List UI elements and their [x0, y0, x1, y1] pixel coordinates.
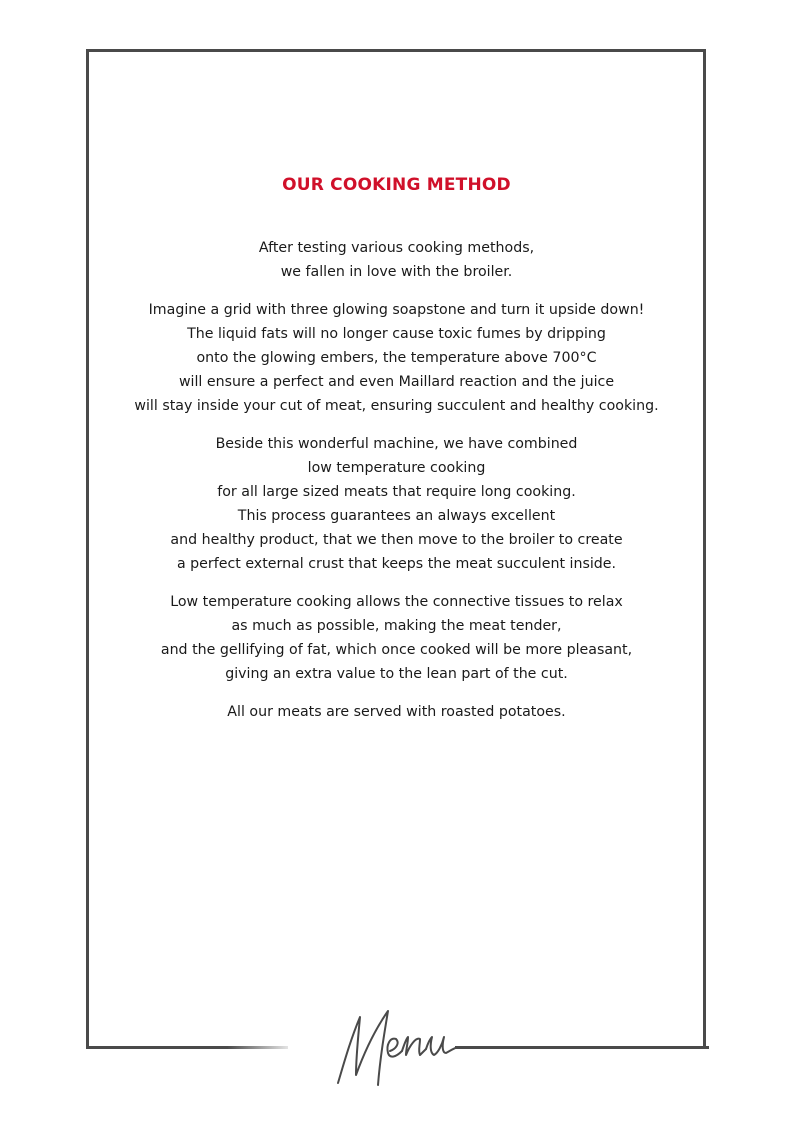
text-line: we fallen in love with the broiler. — [280, 264, 513, 280]
text-line: After testing various cooking methods, — [258, 240, 535, 256]
text-line: This process guarantees an always excellent — [237, 508, 556, 524]
paragraph-low-temperature — [100, 432, 693, 576]
paragraph-broiler — [100, 298, 693, 418]
text-line: The liquid fats will no longer cause toxic fumes by dripping — [187, 326, 606, 342]
text-line: Imagine a grid with three glowing soapstone and turn it upside down! — [148, 302, 645, 318]
paragraph-intro — [100, 236, 693, 284]
text-line: Low temperature cooking allows the connective tissues to relax — [170, 594, 623, 610]
paragraph-connective-tissue — [100, 590, 693, 686]
text-line: a perfect external crust that keeps the meat succulent inside. — [176, 556, 617, 572]
text-line: Beside this wonderful machine, we have combined — [215, 436, 578, 452]
text-line: All our meats are served with roasted potatoes. — [227, 704, 566, 720]
text-line: and healthy product, that we then move to the broiler to create — [170, 532, 623, 548]
section-title: OUR COOKING METHOD — [282, 175, 511, 195]
text-line: as much as possible, making the meat tender, — [231, 618, 562, 634]
text-line: will stay inside your cut of meat, ensuring succulent and healthy cooking. — [134, 398, 659, 414]
frame-bottom-line-left — [86, 1046, 288, 1049]
text-line: will ensure a perfect and even Maillard reaction and the juice — [178, 374, 615, 390]
frame-bottom-line-right — [455, 1046, 709, 1049]
text-line: and the gellifying of fat, which once cooked will be more pleasant, — [160, 642, 633, 658]
text-line: onto the glowing embers, the temperature above 700°C — [196, 350, 597, 366]
text-line: giving an extra value to the lean part of the cut. — [225, 666, 568, 682]
text-line: for all large sized meats that require long cooking. — [217, 484, 576, 500]
text-line: low temperature cooking — [307, 460, 486, 476]
menu-signature-logo — [330, 1005, 470, 1095]
cooking-method-section — [100, 170, 693, 738]
paragraph-potatoes — [100, 700, 693, 724]
